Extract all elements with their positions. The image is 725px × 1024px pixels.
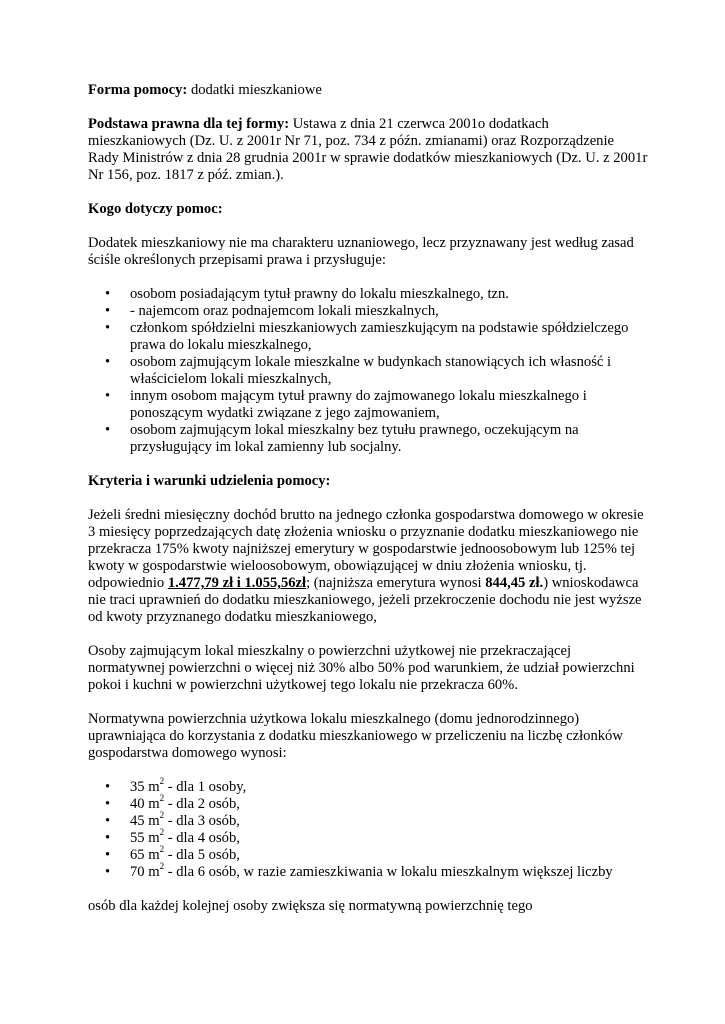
bullet-icon: • <box>105 830 111 846</box>
norm-area: 65 m <box>130 847 160 863</box>
list-item <box>88 810 648 830</box>
eligible-list <box>88 286 648 456</box>
bullet-icon: • <box>105 286 111 302</box>
bullet-icon: • <box>105 813 111 829</box>
norm-unit-exponent: 2 <box>159 810 165 821</box>
norm-area: 70 m <box>130 864 160 880</box>
list-item <box>88 286 648 303</box>
form-label: Forma pomocy: <box>88 82 188 98</box>
legal-basis-text: Ustawa z dnia 21 czerwca 2001o dodatkach mieszkaniowych (Dz. U. z 2001r Nr 71, poz. 734 z późn. zmianami) oraz Rozporządzenie Rady Ministrów z dnia 28 grudnia 2001r w sprawie dodatków mieszkaniowych (Dz. U. z 2001r Nr 156, poz. 1817 z póź. zmian.). <box>88 116 648 183</box>
norm-area: 45 m <box>130 813 160 829</box>
list-item <box>88 354 648 388</box>
norm-unit-exponent: 2 <box>159 861 165 872</box>
list-item <box>88 827 648 847</box>
bullet-icon: • <box>105 422 111 438</box>
income-text-2: ; (najniższa emerytura wynosi <box>306 575 486 591</box>
list-item <box>88 303 648 320</box>
list-item <box>88 844 648 864</box>
list-item-text: - najemcom oraz podnajemcom lokali mieszkalnych, <box>130 303 439 319</box>
norm-unit-exponent: 2 <box>159 844 165 855</box>
income-text-1: Jeżeli średni miesięczny dochód brutto na jednego członka gospodarstwa domowego w okresie 3 miesięcy poprzedzających datę złożenia wniosku o przyznanie dodatku mieszkaniowego nie przekracza 175% kwoty najniższej emerytury w gospodarstwie jednoosobowym lub 125% tej kwoty w gospodarstwie wieloosobowym, obowiązującej w dniu złożenia wniosku, tj. odpowiednio <box>88 507 644 591</box>
list-item <box>88 388 648 422</box>
list-item <box>88 861 648 881</box>
norm-text: - dla 5 osób, <box>164 847 240 863</box>
form-value: dodatki mieszkaniowe <box>187 82 322 98</box>
norm-text: - dla 4 osób, <box>164 830 240 846</box>
norm-area: 40 m <box>130 796 160 812</box>
bullet-icon: • <box>105 779 111 795</box>
norm-text: - dla 1 osoby, <box>164 779 247 795</box>
who-heading: Kogo dotyczy pomoc: <box>88 201 223 217</box>
norm-text: - dla 2 osób, <box>164 796 240 812</box>
tail-paragraph: osób dla każdej kolejnej osoby zwiększa się normatywną powierzchnię tego <box>88 898 533 914</box>
list-item-text: członkom spółdzielni mieszkaniowych zamieszkującym na podstawie spółdzielczego prawa do lokalu mieszkalnego, <box>130 320 629 353</box>
bullet-icon: • <box>105 388 111 404</box>
legal-basis-label: Podstawa prawna dla tej formy: <box>88 116 290 132</box>
legal-basis-paragraph <box>88 116 648 184</box>
bullet-icon: • <box>105 354 111 370</box>
list-item-text: osobom zajmującym lokale mieszkalne w budynkach stanowiących ich własność i właścicielom lokali mieszkalnych, <box>130 354 612 387</box>
pension-amount: 844,45 zł. <box>485 575 544 591</box>
list-item <box>88 793 648 813</box>
bullet-icon: • <box>105 847 111 863</box>
norm-intro: Normatywna powierzchnia użytkowa lokalu mieszkalnego (domu jednorodzinnego) uprawniająca do korzystania z dodatku mieszkaniowego w przeliczeniu na liczbę członków gospodarstwa domowego wynosi: <box>88 711 623 761</box>
bullet-icon: • <box>105 303 111 319</box>
document-page <box>88 82 648 915</box>
list-item-text: osobom zajmującym lokal mieszkalny bez tytułu prawnego, oczekującym na przysługujący im lokal zamienny lub socjalny. <box>130 422 579 455</box>
form-line <box>88 82 648 99</box>
list-item <box>88 776 648 796</box>
norm-unit-exponent: 2 <box>159 827 165 838</box>
norm-unit-exponent: 2 <box>159 793 165 804</box>
income-paragraph <box>88 507 648 626</box>
norm-area: 35 m <box>130 779 160 795</box>
list-item <box>88 422 648 456</box>
norm-text: - dla 6 osób, w razie zamieszkiwania w lokalu mieszkalnym większej liczby <box>164 864 613 880</box>
bullet-icon: • <box>105 864 111 880</box>
norm-list <box>88 776 648 881</box>
norm-unit-exponent: 2 <box>159 776 165 787</box>
list-item-text: innym osobom mającym tytuł prawny do zajmowanego lokalu mieszkalnego i ponoszącym wydatki związane z jego zajmowaniem, <box>130 388 587 421</box>
norm-area: 55 m <box>130 830 160 846</box>
area-paragraph: Osoby zajmującym lokal mieszkalny o powierzchni użytkowej nie przekraczającej normatywnej powierzchni o więcej niż 30% albo 50% pod warunkiem, że udział powierzchni pokoi i kuchni w powierzchni użytkowej tego lokalu nie przekracza 60%. <box>88 643 635 693</box>
criteria-heading: Kryteria i warunki udzielenia pomocy: <box>88 473 331 489</box>
income-text-3: ) wnioskodawca nie traci uprawnień do dodatku mieszkaniowego, jeżeli przekroczenie dochodu nie jest wyższe od kwoty przyznanego dodatku mieszkaniowego, <box>88 575 642 625</box>
list-item <box>88 320 648 354</box>
income-amounts: 1.477,79 zł i 1.055,56zł <box>167 575 307 591</box>
list-item-text: osobom posiadającym tytuł prawny do lokalu mieszkalnego, tzn. <box>130 286 509 302</box>
norm-text: - dla 3 osób, <box>164 813 240 829</box>
bullet-icon: • <box>105 320 111 336</box>
bullet-icon: • <box>105 796 111 812</box>
who-intro: Dodatek mieszkaniowy nie ma charakteru uznaniowego, lecz przyznawany jest według zasad ściśle określonych przepisami prawa i przysługuje: <box>88 235 634 268</box>
